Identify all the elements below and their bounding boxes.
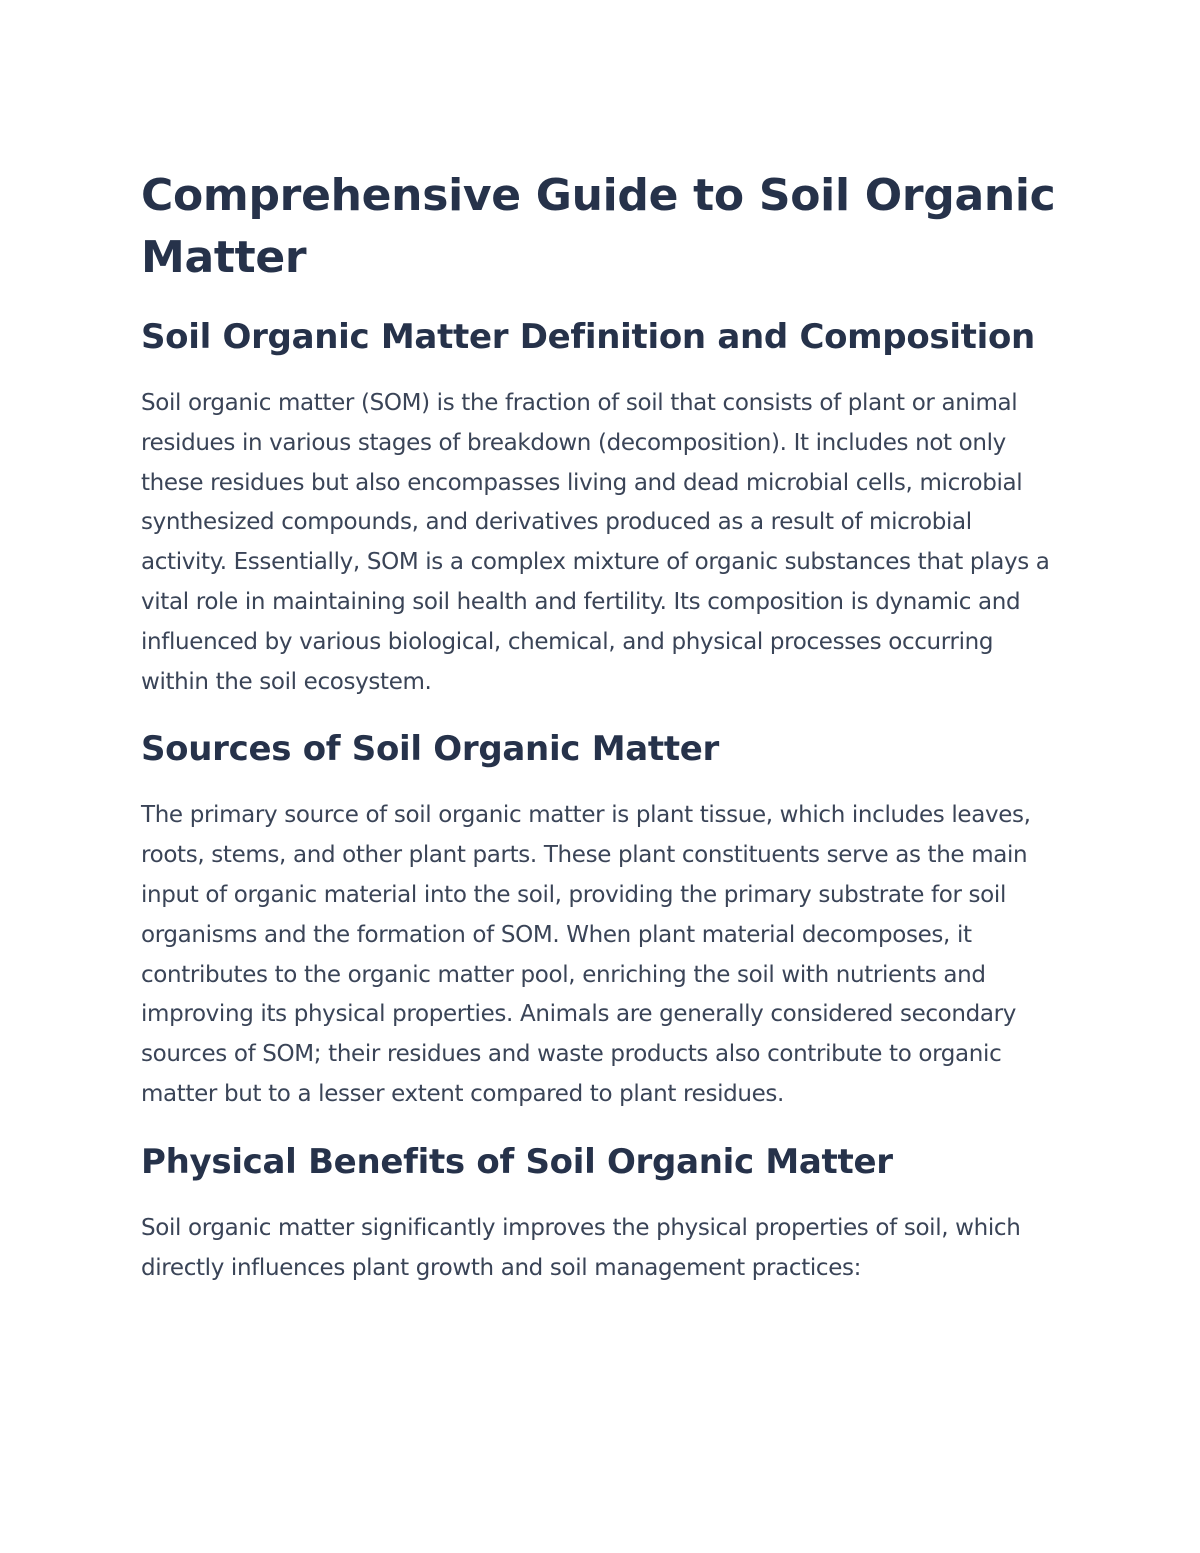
section-body-sources: The primary source of soil organic matter is plant tissue, which includes leaves, roots, stems, and other plant parts. These plant constituents serve as the main input of organic material into the soil, providing the primary substrate for soil organisms and the formation of SOM. When plant material decomposes, it contributes to the organic matter pool, enriching the soil with nutrients and improving its physical properties. Animals are generally considered secondary sources of SOM; their residues and waste products also contribute to organic matter but to a lesser extent compared to plant residues. [141, 802, 1031, 1107]
document-page [141, 165, 1061, 1288]
section-body-definition: Soil organic matter (SOM) is the fraction of soil that consists of plant or animal residues in various stages of breakdown (decomposition). It includes not only these residues but also encompasses living and dead microbial cells, microbial synthesized compounds, and derivatives produced as a result of microbial activity. Essentially, SOM is a complex mixture of organic substances that plays a vital role in maintaining soil health and fertility. Its composition is dynamic and influenced by various biological, chemical, and physical processes occurring within the soil ecosystem. [141, 390, 1050, 695]
section-heading-sources: Sources of Soil Organic Matter [141, 729, 719, 770]
document-title: Comprehensive Guide to Soil Organic Matter [141, 170, 1056, 283]
section-body-physical-benefits: Soil organic matter significantly improves the physical properties of soil, which directly influences plant growth and soil management practices: [141, 1214, 1021, 1281]
section-heading-physical-benefits: Physical Benefits of Soil Organic Matter [141, 1141, 893, 1182]
section-heading-definition: Soil Organic Matter Definition and Composition [141, 317, 1035, 357]
